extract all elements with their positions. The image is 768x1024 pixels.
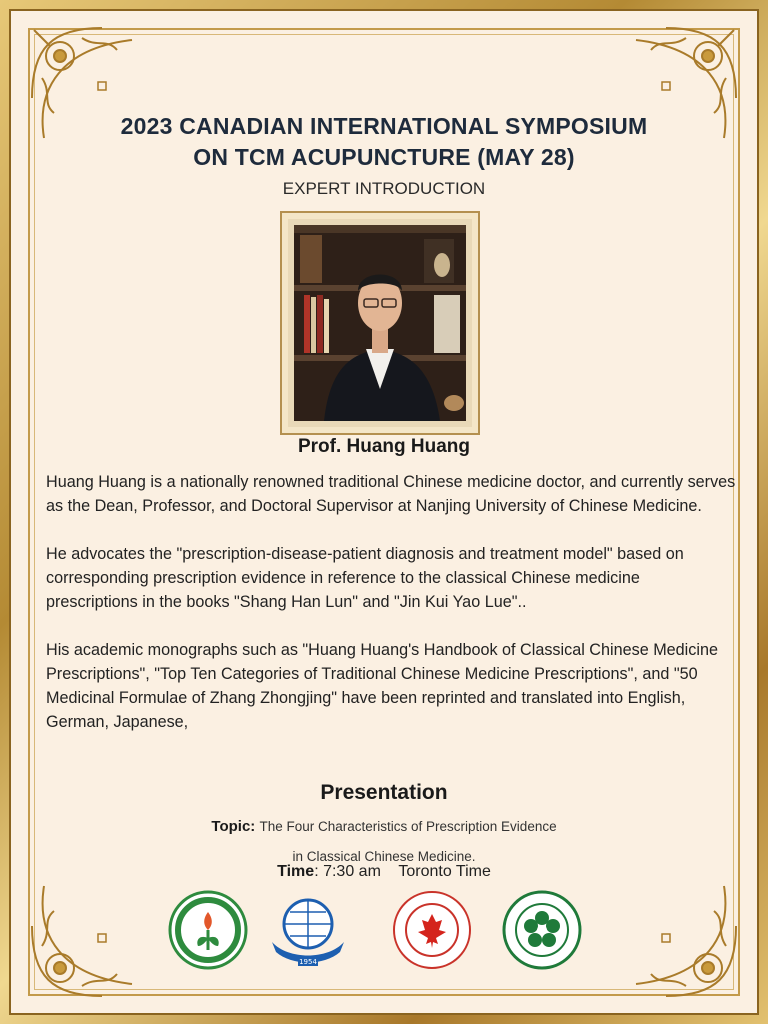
- presentation-time: Time: 7:30 am Toronto Time: [277, 863, 491, 880]
- expert-portrait: [294, 225, 466, 421]
- logo-year: 1954: [299, 958, 317, 966]
- college-logo-green: [168, 890, 248, 970]
- university-logo-blue: [268, 890, 348, 970]
- sponsor-logos: [0, 890, 768, 974]
- title-line-1: 2023 CANADIAN INTERNATIONAL SYMPOSIUM: [120, 113, 648, 139]
- title-line-2: ON TCM ACUPUNCTURE (MAY 28): [193, 144, 575, 170]
- topic-label: Topic: [211, 818, 251, 835]
- maple-leaf-logo: [392, 890, 472, 970]
- topic-text-line-2: in Classical Chinese Medicine.: [292, 849, 476, 864]
- section-subtitle: EXPERT INTRODUCTION: [282, 179, 486, 198]
- portrait-frame: [282, 213, 478, 433]
- alumni-association-logo: [502, 890, 582, 970]
- symposium-title: [60, 111, 708, 173]
- bio-paragraph: Huang Huang is a nationally renowned traditional Chinese medicine doctor, and currently serves as the Dean, Professor, and Doctoral Supervisor at Nanjing University of Chinese Medicine.: [46, 473, 736, 515]
- time-zone: Toronto Time: [398, 863, 491, 880]
- expert-bio: [46, 470, 736, 758]
- presentation-topic: Topic: The Four Characteristics of Prescription Evidence in Classical Chinese Medicine.: [60, 812, 708, 872]
- portrait-illustration: [294, 225, 466, 421]
- topic-text-line-1: The Four Characteristics of Prescription Evidence: [259, 819, 557, 834]
- time-label: Time: [277, 863, 315, 880]
- presentation-heading: Presentation: [320, 781, 448, 804]
- bio-paragraph: He advocates the "prescription-disease-patient diagnosis and treatment model" based on corresponding prescription evidence in reference to the classical Chinese medicine prescriptions in the books "Shang Han Lun" and "Jin Kui Yao Lue"..: [46, 545, 684, 611]
- bio-paragraph: His academic monographs such as "Huang Huang's Handbook of Classical Chinese Medicine Prescriptions", "Top Ten Categories of Traditional Chinese Medicine Prescriptions", and "50 Medicinal Formulae of Zhang Zhongjing" have been reprinted and translated into English, German, Japanese,: [46, 641, 718, 731]
- time-value: 7:30 am: [323, 863, 381, 880]
- expert-name: Prof. Huang Huang: [297, 436, 471, 457]
